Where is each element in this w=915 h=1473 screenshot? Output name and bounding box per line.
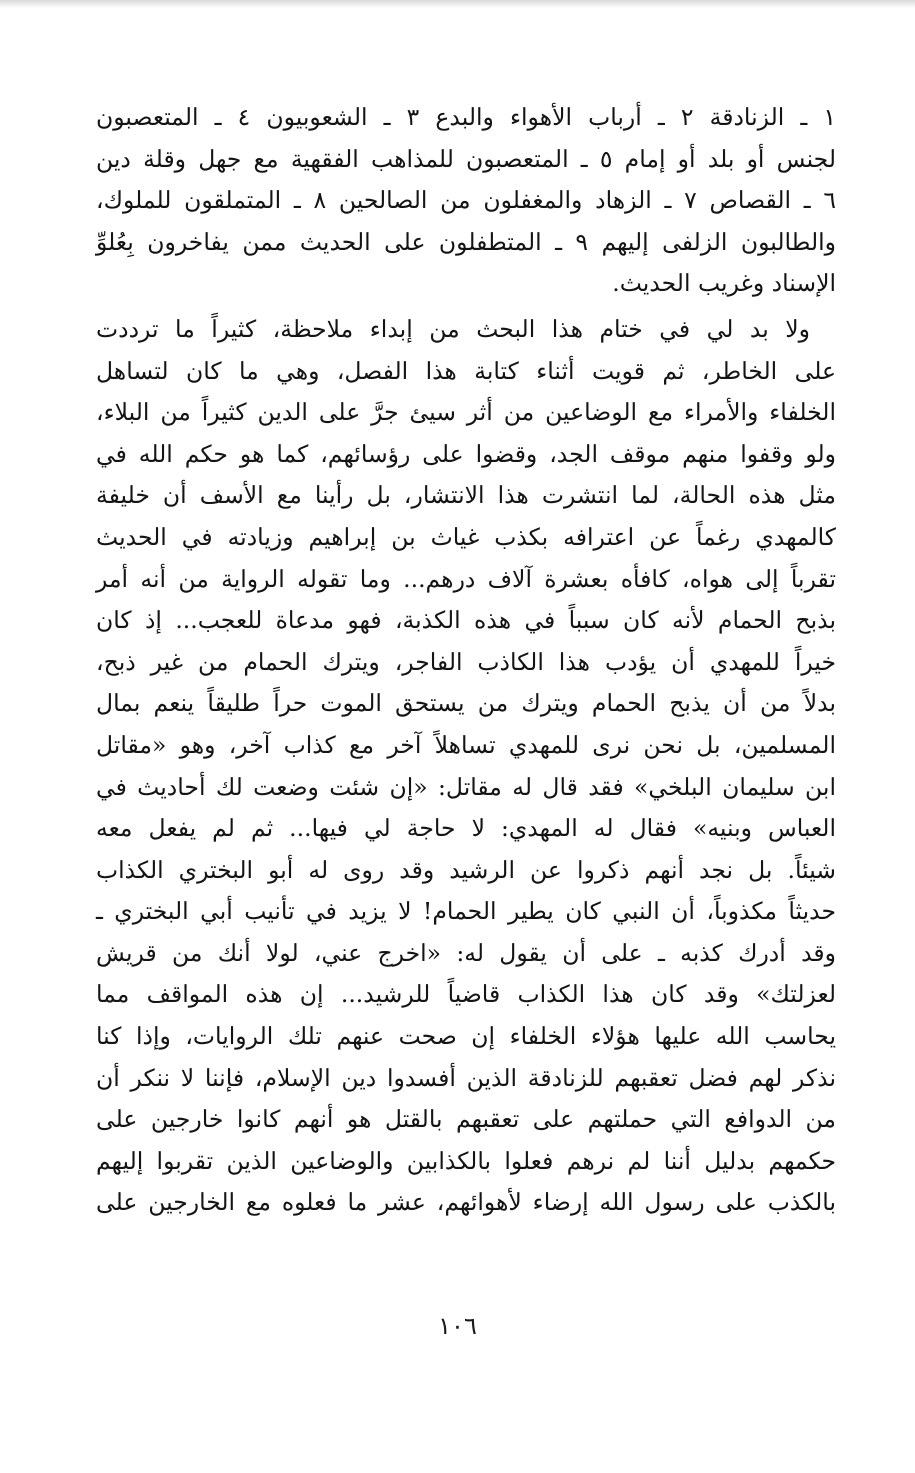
text-line: شيئاً. بل نجد أنهم ذكروا عن الرشيد وقد روى له أبو البختري الكذاب xyxy=(96,855,836,884)
text-line: الخلفاء والأمراء مع الوضاعين من أثر سيئ جرَّ على الدين كثيراً من البلاء، xyxy=(96,398,836,427)
text-line: لعزلتك» وقد كان هذا الكذاب قاضياً للرشيد... إن هذه المواقف مما xyxy=(96,980,836,1009)
text-line: لجنس أو بلد أو إمام ٥ ـ المتعصبون للمذاهب الفقهية مع جهل وقلة دين xyxy=(96,144,837,173)
text-line: المسلمين، بل نحن نرى للمهدي تساهلاً آخر مع كذاب آخر، وهو «مقاتل xyxy=(96,730,836,759)
text-line: حديثاً مكذوباً، أن النبي كان يطير الحمام! لا يزيد في تأنيب أبي البختري ـ xyxy=(96,897,836,926)
text-line: بالكذب على رسول الله إرضاء لأهوائهم، عشر ما فعلوه مع الخارجين على xyxy=(96,1188,836,1217)
text-line: ولو وقفوا منهم موقف الجد، وقضوا على رؤسائهم، كما هو حكم الله في xyxy=(96,439,836,468)
text-line: والطالبون الزلفى إليهم ٩ ـ المتطفلون على الحديث ممن يفاخرون بِعُلوِّ xyxy=(96,227,836,256)
paragraph-2 xyxy=(96,309,836,1224)
text-line: على الخاطر، ثم قويت أثناء كتابة هذا الفصل، وهي ما كان لتساهل xyxy=(96,356,836,385)
text-line: كالمهدي رغماً عن اعترافه بكذب غياث بن إبراهيم وزيادته في الحديث xyxy=(96,522,836,551)
text-line: ١ ـ الزنادقة ٢ ـ أرباب الأهواء والبدع ٣ ـ الشعوبيون ٤ ـ المتعصبون xyxy=(96,103,836,131)
text-line: من الدوافع التي حملتهم على تعقبهم بالقتل هو أنهم كانوا خارجين على xyxy=(96,1105,836,1134)
page-number: ١٠٦ xyxy=(438,1312,477,1340)
text-line: تقرباً إلى هواه، كافأه بعشرة آلاف درهم... وما تقوله الرواية من أنه أمر xyxy=(96,564,836,593)
text-line: نذكر لهم فضل تعقبهم للزنادقة الذين أفسدوا دين الإسلام، فإننا لا ننكر أن xyxy=(96,1063,836,1092)
text-line: ابن سليمان البلخي» فقد قال له مقاتل: «إن شئت وضعت لك أحاديث في xyxy=(96,772,836,801)
text-line: خيراً للمهدي أن يؤدب هذا الكاذب الفاجر، ويترك الحمام من غير ذبح، xyxy=(96,647,836,676)
text-line: حكمهم بدليل أننا لم نرهم فعلوا بالكذابين والوضاعين الذين تقربوا إليهم xyxy=(96,1146,836,1175)
text-line: مثل هذه الحالة، لما انتشرت هذا الانتشار، بل رأينا مع الأسف أن خليفة xyxy=(96,481,836,510)
text-line-indented: ولا بد لي في ختام هذا البحث من إبداء ملاحظة، كثيراً ما ترددت xyxy=(96,314,810,343)
page-top-edge xyxy=(0,0,915,8)
text-line: بدلاً من أن يذبح الحمام ويترك من يستحق الموت حراً طليقاً ينعم بمال xyxy=(96,689,836,718)
text-line: يحاسب الله عليها هؤلاء الخلفاء إن صحت عنهم تلك الروايات، وإذا كنا xyxy=(96,1022,836,1051)
text-line: ٦ ـ القصاص ٧ ـ الزهاد والمغفلون من الصالحين ٨ ـ المتملقون للملوك، xyxy=(96,186,837,215)
text-line: بذبح الحمام لأنه كان سبباً في هذه الكذبة، فهو مدعاة للعجب... إذ كان xyxy=(96,606,836,635)
paragraph-1 xyxy=(96,97,836,305)
text-line: العباس وبنيه» فقال له المهدي: لا حاجة لي فيها... ثم لم يفعل معه xyxy=(96,814,836,843)
body-text xyxy=(96,97,836,1224)
text-line: وقد أدرك كذبه ـ على أن يقول له: «اخرج عني، لولا أنك من قريش xyxy=(96,938,836,967)
text-line: الإسناد وغريب الحديث. xyxy=(612,269,836,298)
